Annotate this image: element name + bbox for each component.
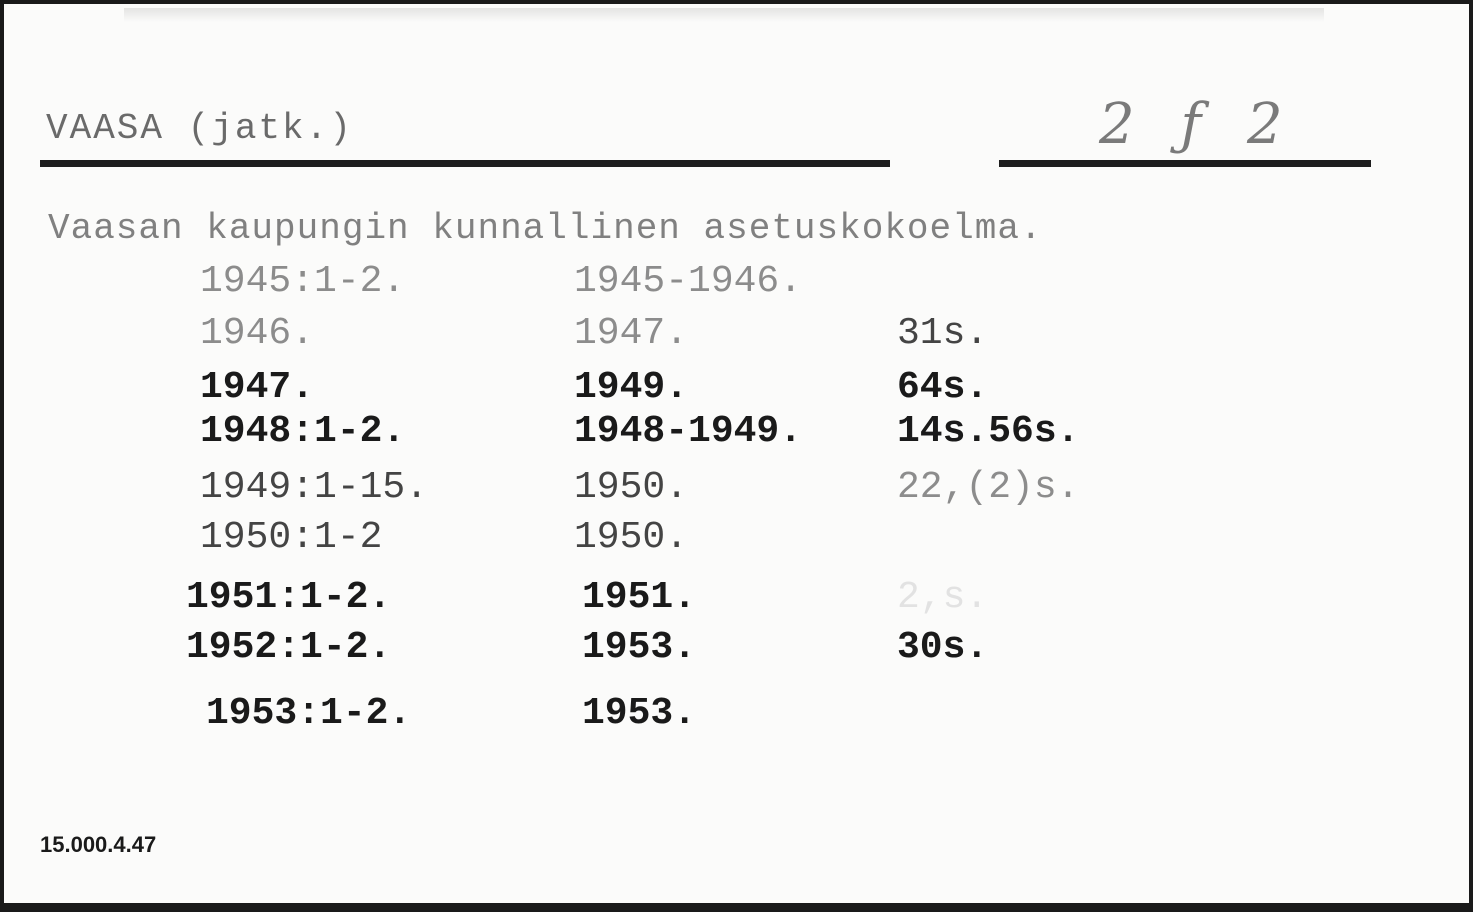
entry-issue: 1950:1-2 xyxy=(200,516,383,559)
entry-issue: 1948:1-2. xyxy=(200,410,406,453)
entry-issue: 1951:1-2. xyxy=(186,576,392,619)
entry-year: 1948-1949. xyxy=(574,410,803,453)
entry-row xyxy=(4,516,1473,562)
entry-issue: 1953:1-2. xyxy=(206,692,412,735)
entry-year: 1947. xyxy=(574,312,689,355)
entry-row xyxy=(4,466,1473,512)
entry-row xyxy=(0,576,1463,622)
entry-row xyxy=(0,626,1463,672)
entry-issue: 1946. xyxy=(200,312,315,355)
entry-year: 1949. xyxy=(574,366,689,409)
entry-year: 1950. xyxy=(574,516,689,559)
entry-issue: 1945:1-2. xyxy=(200,260,406,303)
entry-year: 1950. xyxy=(574,466,689,509)
entry-year: 1951. xyxy=(582,576,697,619)
entry-pages: 31s. xyxy=(897,312,989,355)
entry-row xyxy=(4,312,1473,358)
heading-rule-right xyxy=(999,160,1371,167)
entry-year: 1953. xyxy=(582,692,697,735)
entry-pages: 30s. xyxy=(897,626,989,669)
entry-year: 1953. xyxy=(582,626,697,669)
card-top-smudge xyxy=(124,8,1324,22)
form-number: 15.000.4.47 xyxy=(40,832,157,857)
entry-row xyxy=(4,260,1473,306)
handwritten-card-number: 2 ƒ 2 xyxy=(1099,92,1297,157)
entry-issue: 1949:1-15. xyxy=(200,466,429,509)
entry-row xyxy=(4,366,1473,412)
heading-rule-left xyxy=(40,160,890,167)
entry-row xyxy=(4,692,1473,738)
entry-issue: 1952:1-2. xyxy=(186,626,392,669)
entry-pages: 64s. xyxy=(897,366,989,409)
entry-row xyxy=(4,410,1473,456)
entry-pages: 2,s. xyxy=(897,576,989,619)
entry-pages: 22,(2)s. xyxy=(897,466,1080,509)
card-heading: VAASA (jatk.) xyxy=(46,108,353,149)
entry-year: 1945-1946. xyxy=(574,260,803,303)
entry-pages: 14s.56s. xyxy=(897,410,1080,453)
entry-issue: 1947. xyxy=(200,366,315,409)
collection-title: Vaasan kaupungin kunnallinen asetuskokoelma. xyxy=(48,208,1043,249)
